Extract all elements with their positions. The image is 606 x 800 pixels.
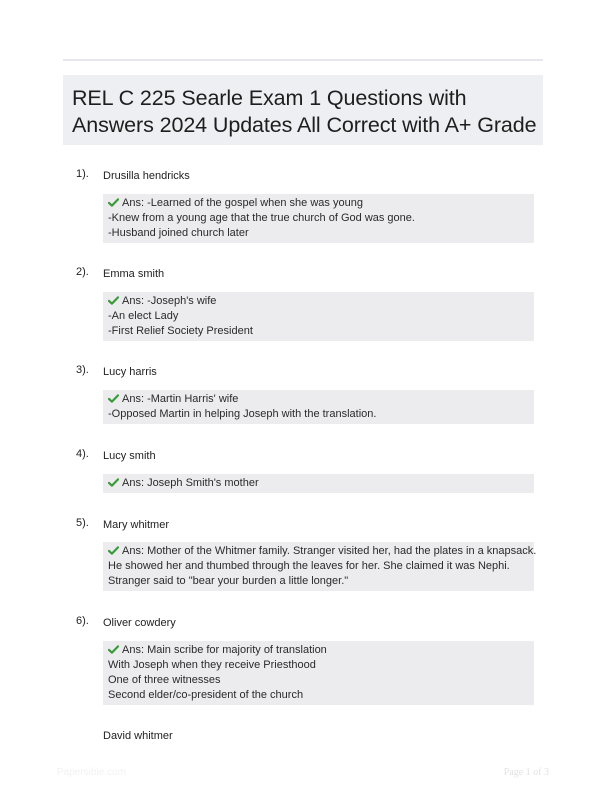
answer-line: -First Relief Society President [108, 325, 253, 337]
question-term: Lucy harris [103, 366, 157, 378]
question-number: 3). [76, 364, 89, 376]
answer-line: Ans: Main scribe for majority of translation [122, 644, 327, 656]
answer-line: He showed her and thumbed through the leaves for her. She claimed it was Nephi. [108, 560, 510, 572]
question-term: David whitmer [103, 730, 173, 742]
answer-line: Ans: -Learned of the gospel when she was young [122, 197, 363, 209]
answer-box [103, 194, 534, 243]
answer-box [103, 542, 537, 591]
question-number: 1). [76, 168, 89, 180]
answer-line: Ans: -Martin Harris' wife [122, 393, 239, 405]
answer-line: -An elect Lady [108, 310, 179, 322]
answer-line: Ans: Joseph Smith's mother [122, 477, 259, 489]
answer-line: Ans: Mother of the Whitmer family. Stranger visited her, had the plates in a knapsack. [122, 545, 537, 557]
answer-line: Ans: -Joseph's wife [122, 295, 217, 307]
title-line-1: REL C 225 Searle Exam 1 Questions with [72, 86, 467, 110]
check-icon [108, 478, 119, 487]
document-title [63, 75, 543, 145]
check-icon [108, 546, 119, 555]
answer-line: With Joseph when they receive Priesthood [108, 659, 316, 671]
answer-line: One of three witnesses [108, 674, 221, 686]
question-term: Drusilla hendricks [103, 170, 190, 182]
question-term: Mary whitmer [103, 519, 170, 531]
answer-line: -Husband joined church later [108, 227, 249, 239]
page-number: Page 1 of 3 [503, 767, 549, 778]
question-number: 6). [76, 615, 89, 627]
check-icon [108, 645, 119, 654]
question-number: 4). [76, 448, 89, 460]
check-icon [108, 198, 119, 207]
check-icon [108, 296, 119, 305]
answer-line: -Knew from a young age that the true church of God was gone. [108, 212, 415, 224]
answer-line: -Opposed Martin in helping Joseph with the translation. [108, 408, 377, 420]
answer-line: Second elder/co-president of the church [108, 689, 304, 701]
title-line-2: Answers 2024 Updates All Correct with A+ Grade [72, 113, 537, 137]
question-number: 2). [76, 266, 89, 278]
question-term: Emma smith [103, 268, 165, 280]
footer-watermark: Papersible.com [57, 767, 126, 778]
answer-box [103, 474, 534, 493]
answer-line: Stranger said to "bear your burden a little longer." [108, 575, 349, 587]
answer-box [103, 641, 534, 705]
top-divider [63, 59, 543, 61]
answer-box [103, 292, 534, 341]
answer-box [103, 390, 534, 424]
question-term: Lucy smith [103, 450, 156, 462]
question-number: 5). [76, 517, 89, 529]
check-icon [108, 394, 119, 403]
question-term: Oliver cowdery [103, 617, 176, 629]
